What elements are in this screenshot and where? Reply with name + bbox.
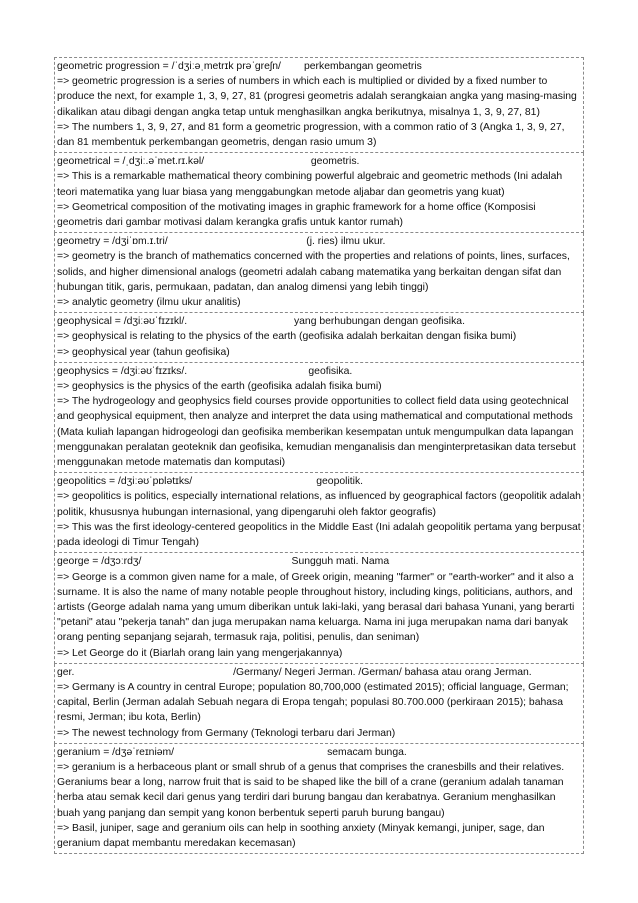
entry-definition: => geranium is a herbaceous plant or small shrub of a genus that comprises the cranesbills and their relatives. Geraniums bear a long, narrow fruit that is said to be shaped like the bill of a crane (geranium adalah tanaman herba atau semak kecil dari genus yang terdiri dari burung bangau dan kerabatnya. Geranium menghasilkan buah yang panjang dan sempit yang konon berbentuk seperti paruh burung bangau) — [57, 761, 565, 819]
entry-example: => Let George do it (Biarlah orang lain yang mengerjakannya) — [57, 647, 343, 659]
entry-headword: geometry = /dʒiˈɒm.ɪ.tri/ (j. ries) ilmu ukur. — [57, 236, 386, 248]
entry-example: => The hydrogeology and geophysics field courses provide opportunities to collect field data using geotechnical and geophysical equipment, then analyze and interpret the data using mathematical and computational methods (Mata kuliah lapangan hidrogeologi dan geofisika memberikan kesempatan untuk mengumpulkan data lapangan menggunakan peralatan geoteknik dan geofisika, kemudian menganalisis dan menginterpretasikan data tersebut menggunakan metode matematis dan komputasi) — [57, 396, 576, 469]
entry-definition: => geometry is the branch of mathematics concerned with the properties and relations of points, lines, surfaces, solids, and higher dimensional analogs (geometri adalah cabang matematika yang berkaitan dengan sifat dan hubungan titik, garis, permukaan, padatan, dan analog dimensi yang lebih tinggi) — [57, 251, 570, 293]
entry-definition: => Germany is A country in central Europe; population 80,700,000 (estimated 2015); official language, German; capital, Berlin (Jerman adalah Sebuah negara di Eropa tengah; populasi 80.700.000 (perkiraan 2015); bahasa resmi, Jerman; ibu kota, Berlin) — [57, 681, 569, 724]
entry-example: => analytic geometry (ilmu ukur analitis) — [57, 297, 241, 309]
entry-definition: => geopolitics is politics, especially international relations, as influenced by geographical factors (geopolitik adalah politik, khususnya hubungan internasional, yang dipengaruhi oleh faktor geografis) — [57, 491, 581, 518]
entry-definition: => This is a remarkable mathematical theory combining powerful algebraic and geometric methods (Ini adalah teori matematika yang luar biasa yang menggabungkan metode aljabar dan geometris yang kuat) — [57, 171, 563, 198]
entry-geometrical — [54, 153, 584, 233]
entry-geometric-progression — [54, 57, 584, 153]
entry-example: => geophysical year (tahun geofisika) — [57, 346, 230, 358]
entry-example: => The numbers 1, 3, 9, 27, and 81 form a geometric progression, with a common ratio of 3 (Angka 1, 3, 9, 27, dan 81 membentuk perkembangan geometris, dengan rasio umum 3) — [57, 121, 565, 149]
entry-definition: => geophysical is relating to the physics of the earth (geofisika adalah berkaitan dengan fisika bumi) — [57, 331, 517, 343]
entry-geometry — [54, 233, 584, 313]
entry-geophysics — [54, 363, 584, 473]
entry-headword: geometric progression = /ˈdʒiːəˌmetrɪk prəˈɡreʃn/ perkembangan geometris — [57, 61, 422, 72]
entry-headword: geophysical = /dʒiːəʊˈfɪzɪkl/. yang berhubungan dengan geofisika. — [57, 316, 465, 328]
dictionary-page — [54, 57, 584, 854]
entry-definition: => geometric progression is a series of numbers in which each is multiplied or divided by a fixed number to produce the next, for example 1, 3, 9, 27, 81 (progresi geometris adalah serangkaian angka yang masing-masing dikalikan atau dibagi dengan angka tetap untuk menghasilkan angka berikutnya, misalnya 1, 3, 9, 27, 81) — [57, 76, 577, 118]
entry-example: => This was the first ideology-centered geopolitics in the Middle East (Ini adalah geopolitik pertama yang berpusat pada ideologi di Timur Tengah) — [57, 521, 581, 549]
entry-example: => Geometrical composition of the motivating images in graphic framework for a home office (Komposisi geometris dari gambar motivasi dalam kerangka grafis untuk kantor rumah) — [57, 201, 536, 229]
entry-headword: geophysics = /dʒiːəʊˈfɪzɪks/. geofisika. — [57, 365, 353, 377]
entry-geophysical — [54, 313, 584, 363]
entry-headword: george = /dʒɔːrdʒ/ Sungguh mati. Nama — [57, 556, 390, 568]
entry-definition: => geophysics is the physics of the earth (geofisika adalah fisika bumi) — [57, 381, 382, 393]
entry-george — [54, 553, 584, 663]
entry-example: => Basil, juniper, sage and geranium oils can help in soothing anxiety (Minyak kemangi, juniper, sage, dan geranium dapat membantu meredakan kecemasan) — [57, 822, 545, 849]
entry-example: => The newest technology from Germany (Teknologi terbaru dari Jerman) — [57, 727, 396, 739]
entry-ger — [54, 664, 584, 744]
entry-headword: ger. /Germany/ Negeri Jerman. /German/ bahasa atau orang Jerman. — [57, 666, 532, 678]
entry-headword: geranium = /dʒəˈreɪniəm/ semacam bunga. — [57, 746, 407, 758]
entry-headword: geopolitics = /dʒiːəʊˈpɒlətɪks/ geopolitik. — [57, 476, 364, 488]
entry-headword: geometrical = /ˌdʒiː.əˈmet.rɪ.kəl/ geometris. — [57, 156, 360, 168]
entry-definition: => George is a common given name for a male, of Greek origin, meaning "farmer" or "earth-worker" and it also a surname. It is also the name of many notable people throughout history, including kings, politicians, authors, and artists (George adalah nama yang umum diberikan untuk laki-laki, yang berasal dari bahasa Yunani, yang berarti "petani" atau "pekerja tanah" dan juga merupakan nama keluarga. Nama ini juga merupakan nama dari banyak orang penting sepanjang sejarah, termasuk raja, politisi, penulis, dan seniman) — [57, 571, 575, 644]
entry-geranium — [54, 744, 584, 854]
entry-geopolitics — [54, 473, 584, 553]
